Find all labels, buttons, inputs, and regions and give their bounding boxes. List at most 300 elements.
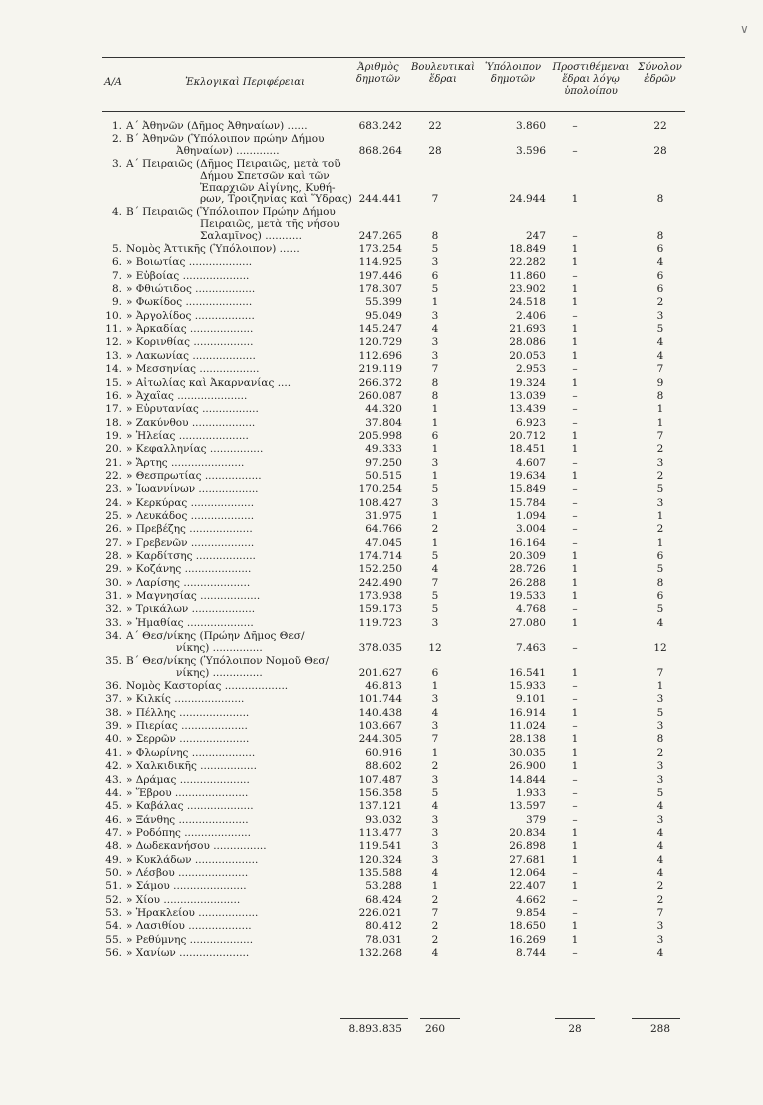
table-row [0,577,763,589]
voters-value: 135.588 [358,866,402,879]
total-seats-value: 4 [656,336,664,349]
row-number: 16. [105,389,122,402]
voters-value: 113.477 [358,826,402,839]
added-seats-value: 1 [571,733,579,746]
table-row [0,760,763,772]
total-seats-value: 4 [656,826,664,839]
remainder-value: 3.004 [515,523,546,536]
region-name: » Κεφαλληνίας ................ [126,443,264,456]
total-seats-value: 8 [656,733,664,746]
region-name: » Δωδεκανήσου ................ [126,840,267,853]
total-seats-value: 28 [653,144,667,157]
region-name: » Λέσβου ..................... [126,866,249,879]
added-seats-value: 1 [571,349,579,362]
total-seats-value: 7 [656,907,664,919]
seats-value: 3 [431,456,439,469]
seats-value: 3 [431,309,439,322]
added-seats-value: 1 [571,746,579,759]
total-seats-value: 4 [656,800,664,813]
seats-value: 2 [431,920,439,933]
row-number: 18. [105,416,122,429]
row-number: 13. [105,349,122,362]
voters-value: 44.320 [365,403,402,416]
remainder-value: 1.933 [515,786,546,799]
region-name: » Ἕβρου ...................... [126,786,249,799]
seats-value: 5 [431,590,439,603]
voters-value: 378.035 [358,641,402,654]
remainder-value: 16.914 [509,706,546,719]
added-seats-value: 1 [571,336,579,349]
header-aa: Α/Α [104,77,122,88]
added-seats-value: 1 [571,590,579,603]
row-number: 32. [105,603,122,616]
row-number: 26. [105,523,122,536]
seats-value: 5 [431,603,439,616]
added-seats-value: 1 [571,443,579,456]
total-seats-value: 7 [656,363,664,376]
table-row-continuation [0,667,763,679]
table-row [0,733,763,745]
added-seats-value: 1 [571,840,579,853]
remainder-value: 19.634 [509,469,546,482]
remainder-value: 13.597 [509,800,546,813]
seats-value: 5 [431,243,439,255]
voters-value: 266.372 [358,376,402,389]
remainder-value: 4.662 [515,893,546,906]
total-seats-value: 1 [656,416,664,429]
voters-value: 101.744 [358,693,402,706]
region-name: » Καρδίτσης .................. [126,550,256,563]
row-number: 14. [105,363,122,376]
row-number: 44. [105,786,122,799]
voters-value: 55.399 [365,296,402,309]
remainder-value: 8.744 [515,947,546,960]
added-seats-value: – [572,309,578,322]
top-rule [102,57,685,58]
row-number: 47. [105,826,122,839]
table-row [0,243,763,255]
table-row [0,630,763,642]
row-number: 4. [111,206,122,219]
voters-value: 145.247 [358,323,402,336]
row-number: 19. [105,429,122,442]
region-name: » Ἰωαννίνων .................. [126,483,259,496]
added-seats-value: – [572,389,578,402]
table-row-continuation [0,642,763,654]
added-seats-value: – [572,866,578,879]
row-number: 7. [111,269,122,282]
region-name: » Λακωνίας ................... [126,349,256,362]
row-number: 34. [105,630,122,643]
row-number: 8. [111,283,122,296]
total-seats-value: 4 [656,866,664,879]
header-voters: Ἀριθμὸς δημοτῶν [355,62,401,85]
added-seats-value: – [572,456,578,469]
seats-value: 8 [431,376,439,389]
total-seats-value: 8 [656,576,664,589]
remainder-value: 1.094 [515,510,546,522]
voters-value: 173.254 [358,243,402,255]
region-name: » Ρεθύμνης ................... [126,933,254,946]
region-name: » Καβάλας .................... [126,800,254,813]
table-row [0,747,763,759]
total-seats-value: 4 [656,349,664,362]
table-row [0,270,763,282]
total-seats-value: 12 [653,641,667,654]
row-number: 51. [105,880,122,893]
region-name: Νομὸς Ἀττικῆς (Ὑπόλοιπον) ...... [126,243,300,255]
row-number: 28. [105,550,122,563]
table-row [0,350,763,362]
total-seats-value: 22 [653,120,667,132]
region-name: » Ἡρακλείου .................. [126,907,259,919]
region-name: » Πιερίας .................... [126,720,248,733]
voters-value: 95.049 [365,309,402,322]
voters-value: 178.307 [358,283,402,296]
region-name: » Σάμου ...................... [126,880,247,893]
added-seats-value: – [572,144,578,157]
total-seats-value: 3 [656,813,664,826]
table-row [0,907,763,919]
total-seats-value: 3 [656,933,664,946]
row-number: 48. [105,840,122,853]
voters-value: 174.714 [358,550,402,563]
voters-value: 197.446 [358,269,402,282]
seats-value: 4 [431,800,439,813]
row-number: 42. [105,760,122,773]
seats-value: 3 [431,840,439,853]
total-seats-value: 2 [656,893,664,906]
remainder-value: 4.607 [515,456,546,469]
total-seats-value: 6 [656,269,664,282]
table-row [0,827,763,839]
voters-value: 219.119 [358,363,402,376]
added-seats-value: 1 [571,616,579,629]
voters-value: 119.541 [358,840,402,853]
added-seats-value: 1 [571,826,579,839]
added-seats-value: 1 [571,243,579,255]
row-number: 55. [105,933,122,946]
remainder-value: 24.944 [509,193,546,206]
seats-value: 3 [431,336,439,349]
row-number: 25. [105,510,122,522]
row-number: 33. [105,616,122,629]
voters-value: 152.250 [358,563,402,576]
seats-value: 3 [431,773,439,786]
remainder-value: 20.834 [509,826,546,839]
remainder-value: 9.854 [515,907,546,919]
added-seats-value: – [572,363,578,376]
region-name: νίκης) ............... [176,641,263,654]
seats-value: 3 [431,853,439,866]
row-number: 30. [105,576,122,589]
total-seats-value: 2 [656,296,664,309]
added-seats-value: – [572,496,578,509]
total-seats-value: 5 [656,786,664,799]
table-row [0,120,763,132]
total-seats-value: 2 [656,523,664,536]
remainder-value: 22.282 [509,256,546,269]
row-number: 5. [111,243,122,255]
region-name: » Πρεβέζης ................... [126,523,253,536]
remainder-value: 22.407 [509,880,546,893]
remainder-value: 15.849 [509,483,546,496]
total-seats: 260 [424,1023,446,1035]
seats-value: 7 [431,733,439,746]
added-seats-value: – [572,403,578,416]
region-name: » Ἠμαθίας .................... [126,616,254,629]
remainder-value: 18.849 [509,243,546,255]
header-seats: Βουλευτικαὶ ἕδραι [411,62,475,85]
seats-value: 4 [431,866,439,879]
voters-value: 60.916 [365,746,402,759]
voters-value: 64.766 [365,523,402,536]
voters-value: 114.925 [358,256,402,269]
seats-value: 3 [431,496,439,509]
table-row [0,655,763,667]
added-seats-value: – [572,893,578,906]
voters-value: 173.938 [358,590,402,603]
total-seats-value: 3 [656,720,664,733]
total-seats-value: 3 [656,309,664,322]
table-row [0,336,763,348]
row-number: 49. [105,853,122,866]
voters-value: 156.358 [358,786,402,799]
table-row [0,894,763,906]
row-number: 27. [105,536,122,549]
table-row [0,310,763,322]
voters-value: 244.441 [358,193,402,206]
total-seats-value: 3 [656,693,664,706]
seats-value: 3 [431,826,439,839]
total-seats-value: 1 [656,510,664,522]
region-name: » Δράμας ..................... [126,773,250,786]
table-row [0,523,763,535]
table-row-continuation [0,182,763,194]
region-name: » Ροδόπης .................... [126,826,251,839]
row-number: 37. [105,693,122,706]
table-row [0,296,763,308]
remainder-value: 9.101 [515,693,546,706]
total-seats-value: 2 [656,746,664,759]
region-name: Δήμου Σπετσῶν καὶ τῶν [200,169,330,182]
added-seats-value: 1 [571,933,579,946]
remainder-value: 28.086 [509,336,546,349]
table-row [0,563,763,575]
added-seats-value: 1 [571,576,579,589]
seats-value: 5 [431,283,439,296]
voters-value: 244.305 [358,733,402,746]
region-name: » Φθιώτιδος .................. [126,283,256,296]
region-name: » Κοζάνης .................... [126,563,252,576]
total-seats-value: 4 [656,840,664,853]
row-number: 6. [111,256,122,269]
total-seats-value: 6 [656,283,664,296]
total-seats-value: 2 [656,880,664,893]
total-seats-overall: 288 [649,1023,671,1035]
table-row [0,363,763,375]
table-row [0,256,763,268]
total-seats-value: 5 [656,483,664,496]
row-number: 45. [105,800,122,813]
total-seats-value: 4 [656,616,664,629]
remainder-value: 4.768 [515,603,546,616]
voters-value: 80.412 [365,920,402,933]
remainder-value: 21.693 [509,323,546,336]
seats-value: 2 [431,933,439,946]
remainder-value: 27.681 [509,853,546,866]
remainder-value: 18.650 [509,920,546,933]
table-row [0,497,763,509]
voters-value: 683.242 [358,120,402,132]
total-seats-value: 1 [656,403,664,416]
added-seats-value: 1 [571,706,579,719]
total-seats-value: 8 [656,193,664,206]
row-number: 43. [105,773,122,786]
seats-value: 4 [431,563,439,576]
remainder-value: 20.309 [509,550,546,563]
seats-value: 1 [431,416,439,429]
total-seats-value: 9 [656,376,664,389]
voters-value: 50.515 [365,469,402,482]
voters-value: 260.087 [358,389,402,402]
added-seats-value: 1 [571,193,579,206]
added-seats-value: 1 [571,256,579,269]
total-seats-value: 1 [656,680,664,693]
remainder-value: 23.902 [509,283,546,296]
added-seats-value: 1 [571,563,579,576]
remainder-value: 18.451 [509,443,546,456]
table-row [0,867,763,879]
seats-value: 7 [431,576,439,589]
added-seats-value: – [572,120,578,132]
table-row [0,693,763,705]
remainder-value: 19.324 [509,376,546,389]
region-name: » Χανίων ..................... [126,947,250,960]
row-number: 17. [105,403,122,416]
remainder-value: 30.035 [509,746,546,759]
seats-value: 1 [431,746,439,759]
row-number: 12. [105,336,122,349]
total-seats-value: 8 [656,389,664,402]
total-seats-value: 4 [656,256,664,269]
region-name: Β΄ Πειραιῶς (Ὑπόλοιπον Πρώην Δήμου [126,206,336,219]
table-row [0,707,763,719]
remainder-value: 16.541 [509,666,546,679]
total-seats-value: 4 [656,947,664,960]
added-seats-value: 1 [571,469,579,482]
added-seats-value: – [572,416,578,429]
total-added: 28 [568,1023,582,1035]
row-number: 50. [105,866,122,879]
added-seats-value: – [572,603,578,616]
total-seats-value: 6 [656,243,664,255]
remainder-value: 15.933 [509,680,546,693]
seats-value: 3 [431,813,439,826]
table-row [0,854,763,866]
voters-value: 68.424 [365,893,402,906]
table-row [0,814,763,826]
seats-value: 4 [431,706,439,719]
table-row [0,680,763,692]
header-region: Ἐκλογικαὶ Περιφέρειαι [185,77,305,88]
table-row [0,787,763,799]
voters-value: 103.667 [358,720,402,733]
total-voters: 8.893.835 [348,1023,402,1035]
region-name: νίκης) ............... [176,666,263,679]
seats-value: 22 [428,120,442,132]
table-row [0,390,763,402]
seats-value: 7 [431,363,439,376]
table-row [0,133,763,145]
table-row [0,457,763,469]
row-number: 46. [105,813,122,826]
total-seats-value: 1 [656,536,664,549]
row-number: 11. [105,323,122,336]
added-seats-value: – [572,786,578,799]
remainder-value: 3.596 [515,144,546,157]
table-row [0,483,763,495]
region-name: Σαλαμῖνος) ........... [200,229,302,242]
remainder-value: 2.953 [515,363,546,376]
region-name: » Φωκίδος .................... [126,296,253,309]
table-row [0,774,763,786]
row-number: 56. [105,947,122,960]
region-name: » Κερκύρας ................... [126,496,255,509]
row-number: 36. [105,680,122,693]
added-seats-value: 1 [571,666,579,679]
region-name: » Γρεβενῶν ................... [126,536,255,549]
total-seats-value: 8 [656,229,664,242]
seats-value: 3 [431,616,439,629]
remainder-value: 2.406 [515,309,546,322]
remainder-value: 26.288 [509,576,546,589]
table-row [0,470,763,482]
row-number: 21. [105,456,122,469]
remainder-value: 7.463 [515,641,546,654]
table-row [0,158,763,170]
row-number: 29. [105,563,122,576]
row-number: 54. [105,920,122,933]
corner-mark: ∨ [740,22,749,36]
total-seats-value: 5 [656,323,664,336]
table-row [0,443,763,455]
region-name: » Ζακύνθου ................... [126,416,256,429]
voters-value: 170.254 [358,483,402,496]
added-seats-value: 1 [571,296,579,309]
row-number: 9. [111,296,122,309]
voters-value: 49.333 [365,443,402,456]
remainder-value: 20.712 [509,429,546,442]
region-name: » Ἄρτης ...................... [126,456,245,469]
remainder-value: 24.518 [509,296,546,309]
added-seats-value: – [572,483,578,496]
region-name: » Φλωρίνης ................... [126,746,256,759]
region-name: » Ἀρκαδίας ................... [126,323,254,336]
seats-value: 4 [431,323,439,336]
remainder-value: 13.039 [509,389,546,402]
seats-value: 3 [431,256,439,269]
remainder-value: 3.860 [515,120,546,132]
total-seats-value: 5 [656,706,664,719]
voters-value: 120.729 [358,336,402,349]
voters-value: 868.264 [358,144,402,157]
seats-value: 5 [431,483,439,496]
region-name: » Λασιθίου ................... [126,920,252,933]
remainder-value: 11.024 [509,720,546,733]
remainder-value: 13.439 [509,403,546,416]
total-seats-value: 6 [656,550,664,563]
